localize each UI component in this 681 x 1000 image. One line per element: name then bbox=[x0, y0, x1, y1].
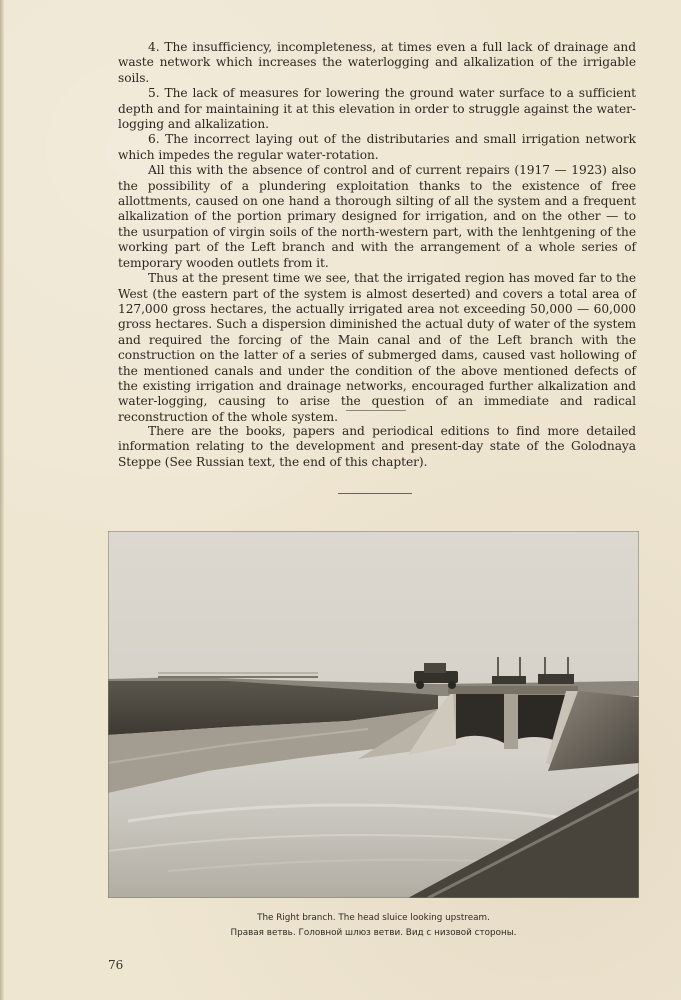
section-divider bbox=[346, 410, 406, 411]
paragraph-6: 6. The incorrect laying out of the distributaries and small irrigation network which impedes the regular water-rotation. bbox=[118, 132, 636, 162]
figure-photo-head-sluice bbox=[108, 531, 639, 898]
main-text bbox=[118, 40, 636, 425]
paragraph-4: 4. The insufficiency, incompleteness, at times even a full lack of drainage and waste network which increases the waterlogging and alkalization of the irrigable soils. bbox=[118, 40, 636, 85]
figure-caption-russian: Правая ветвь. Головной шлюз ветви. Вид с низовой стороны. bbox=[230, 928, 517, 938]
figure-caption-english: The Right branch. The head sluice looking upstream. bbox=[257, 913, 490, 923]
references-paragraph: There are the books, papers and periodical editions to find more detailed information relating to the development and present-day state of the Golodnaya Steppe (See Russian text, the end of this chapter). bbox=[118, 424, 636, 469]
page-edge-shadow bbox=[0, 0, 4, 1000]
page-number: 76 bbox=[108, 958, 124, 972]
paragraph-thus: Thus at the present time we see, that the irrigated region has moved far to the West (the eastern part of the system is almost deserted) and covers a total area of 127,000 gross hectares, the actually irrigated area not exceeding 50,000 — 60,000 gross hectares. Such a dispersion diminished the actual duty of water of the system and required the forcing of the Main canal and of the Left branch with the construction on the latter of a series of submerged dams, caused vast hollowing of the mentioned canals and under the condition of the above mentioned defects of the existing irrigation and drainage networks, encouraged further alkalization and water-logging, causing to arise the question of an immediate and radical reconstruction of the whole system. bbox=[118, 271, 636, 424]
paragraph-5: 5. The lack of measures for lowering the ground water surface to a sufficient depth and for maintaining it at this elevation in order to struggle against the water-logging and alkalization. bbox=[118, 86, 636, 132]
end-divider bbox=[338, 493, 412, 494]
paragraph-all-this: All this with the absence of control and of current repairs (1917 — 1923) also the possibility of a plundering exploitation thanks to the existence of free allottments, caused on one hand a thorough silting of all the system and a frequent alkalization of the portion primary designed for irrigation, and on the other — to the usurpation of virgin soils of the north-western part, with the lenhtgening of the working part of the Left branch and with the arrangement of a whole series of temporary wooden outlets from it. bbox=[118, 163, 636, 270]
references-note bbox=[118, 424, 636, 470]
